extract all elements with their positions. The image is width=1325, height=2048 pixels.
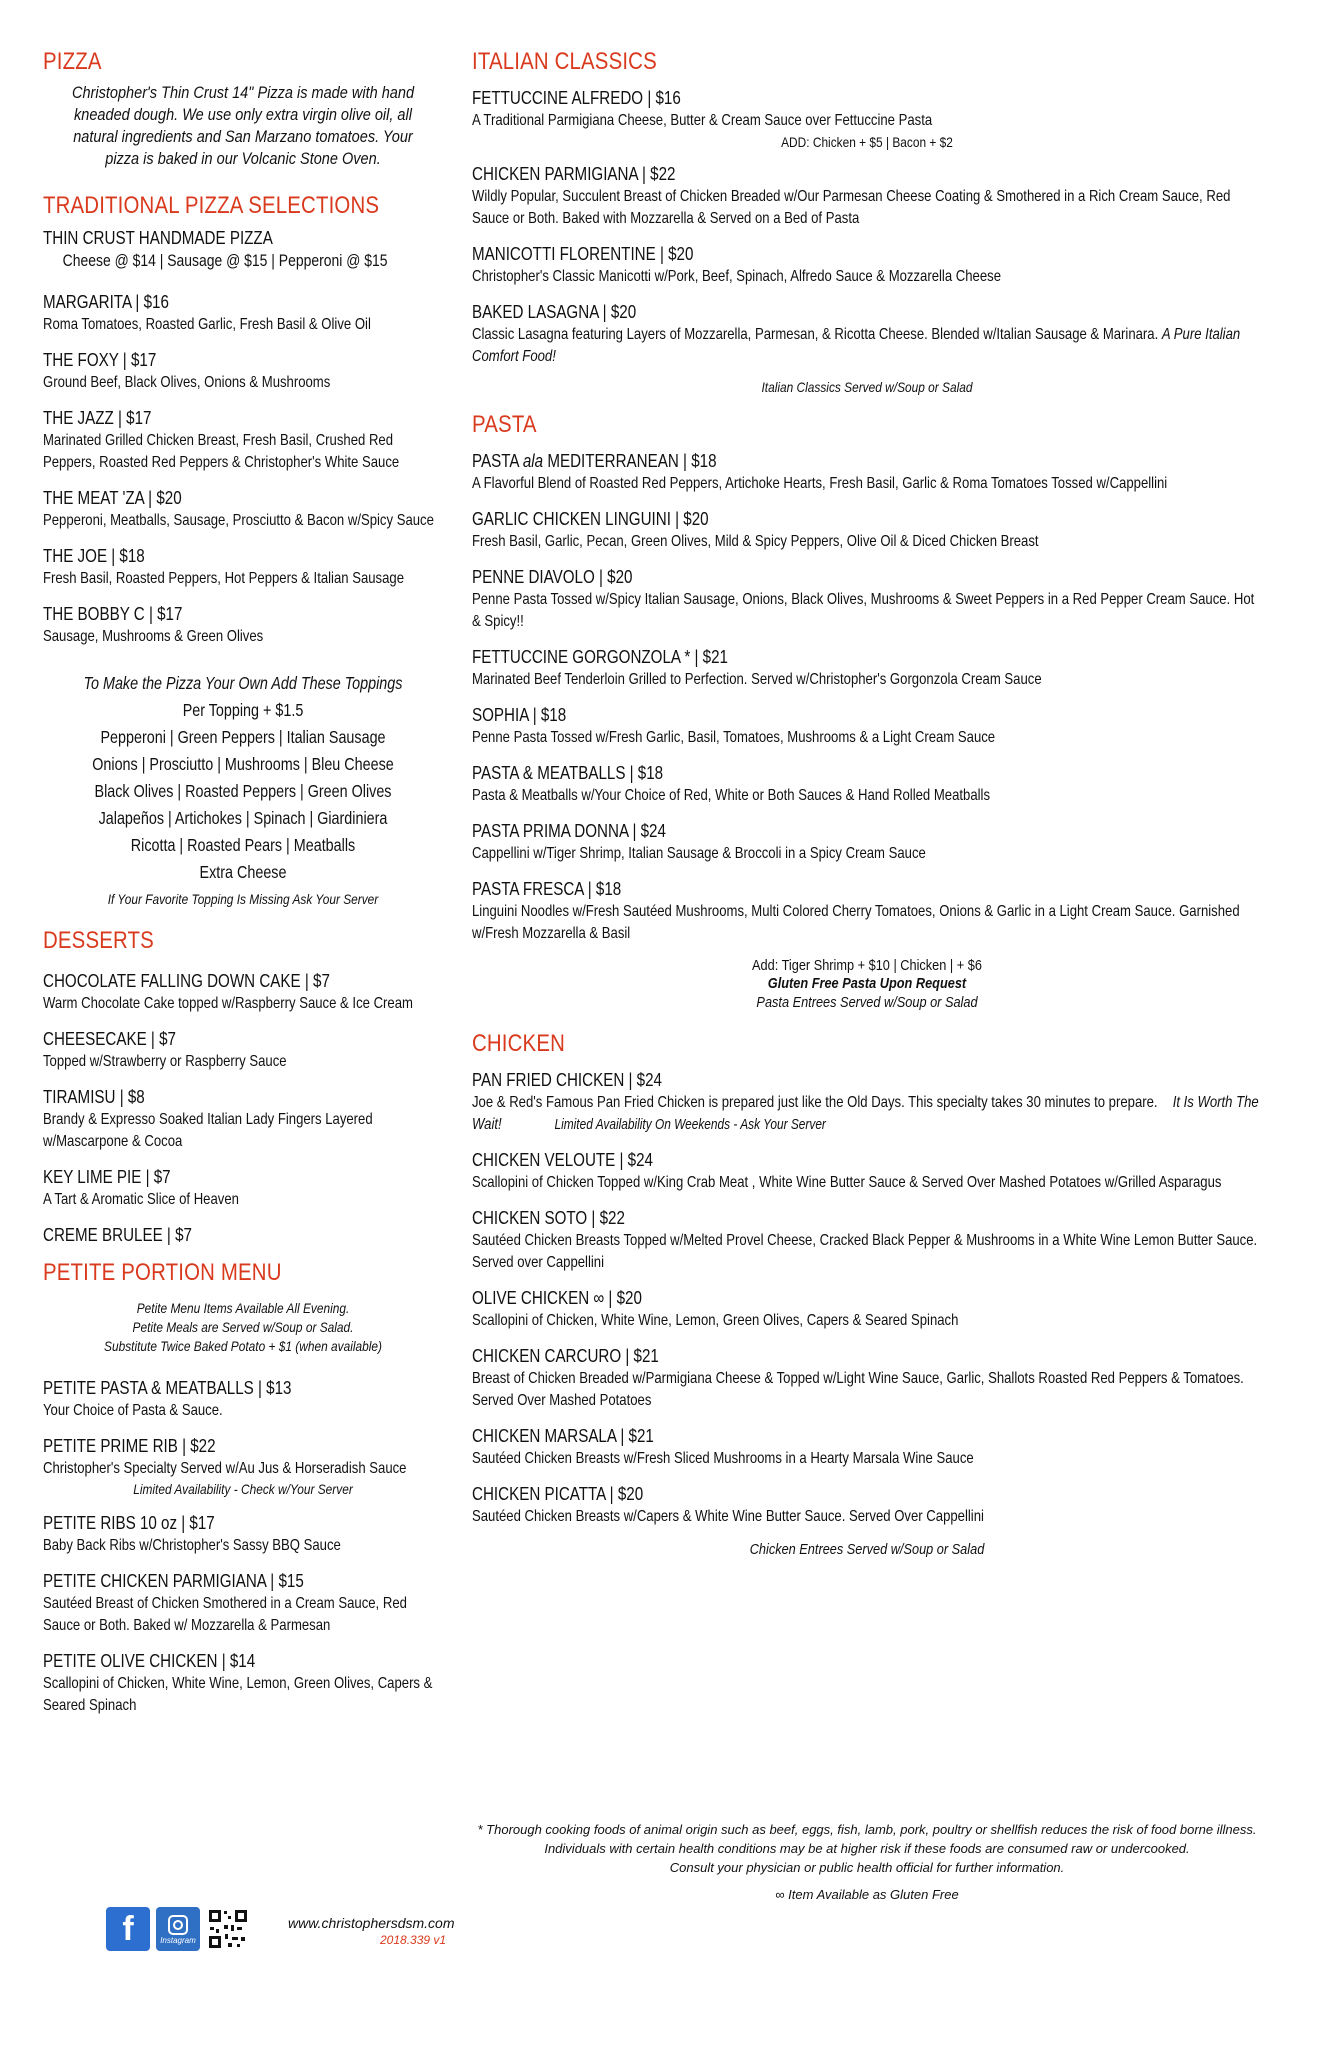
item-desc: Penne Pasta Tossed w/Spicy Italian Sausage, Onions, Black Olives, Mushrooms & Sweet Peppers in a Red Pepper Cream Sauce. Hot & Spicy!! bbox=[472, 591, 1255, 630]
menu-item bbox=[43, 1649, 443, 1717]
pasta-footer: Pasta Entrees Served w/Soup or Salad bbox=[756, 994, 978, 1011]
item-title: BAKED LASAGNA | $20 bbox=[472, 301, 637, 322]
item-desc: Sautéed Chicken Breasts w/Capers & White Wine Butter Sauce. Served Over Cappellini bbox=[472, 1508, 984, 1525]
menu-item bbox=[472, 242, 1262, 288]
item-desc-text: Joe & Red's Famous Pan Fried Chicken is prepared just like the Old Days. This specialty takes 30 minutes to prepare. bbox=[472, 1094, 1158, 1111]
item-desc: Fresh Basil, Garlic, Pecan, Green Olives, Mild & Spicy Peppers, Olive Oil & Diced Chicken Breast bbox=[472, 533, 1039, 550]
left-column bbox=[43, 48, 443, 1729]
item-title: FETTUCCINE GORGONZOLA * | $21 bbox=[472, 646, 728, 667]
item-title-part: ala bbox=[522, 450, 544, 471]
pasta-add: Add: Tiger Shrimp + $10 | Chicken | + $6 bbox=[752, 957, 982, 974]
menu-item bbox=[472, 1482, 1262, 1528]
item-title: SOPHIA | $18 bbox=[472, 704, 567, 725]
camera-icon bbox=[167, 1914, 189, 1936]
item-desc: A Flavorful Blend of Roasted Red Peppers, Artichoke Hearts, Fresh Basil, Garlic & Roma Tomatoes Tossed w/Cappellini bbox=[472, 475, 1168, 492]
item-desc: Scallopini of Chicken, White Wine, Lemon, Green Olives, Capers & Seared Spinach bbox=[472, 1312, 959, 1329]
item-desc: Topped w/Strawberry or Raspberry Sauce bbox=[43, 1053, 287, 1070]
item-desc: Marinated Beef Tenderloin Grilled to Perfection. Served w/Christopher's Gorgonzola Cream Sauce bbox=[472, 671, 1042, 688]
item-title: PAN FRIED CHICKEN | $24 bbox=[472, 1069, 662, 1090]
toppings-lead: To Make the Pizza Your Own Add These Toppings bbox=[83, 673, 403, 693]
item-tagline: It Is Worth The Wait! bbox=[472, 1094, 1259, 1133]
menu-item bbox=[43, 544, 443, 590]
menu-item bbox=[472, 565, 1262, 633]
item-title-part: MEDITERRANEAN | $18 bbox=[543, 450, 717, 471]
menu-item bbox=[472, 507, 1262, 553]
item-title: KEY LIME PIE | $7 bbox=[43, 1166, 171, 1187]
menu-item bbox=[472, 449, 1262, 495]
item-title: CHICKEN PICATTA | $20 bbox=[472, 1483, 644, 1504]
item-title: CHICKEN VELOUTE | $24 bbox=[472, 1149, 653, 1170]
menu-item bbox=[472, 1286, 1262, 1332]
item-title: CHOCOLATE FALLING DOWN CAKE | $7 bbox=[43, 970, 330, 991]
item-desc: Sausage, Mushrooms & Green Olives bbox=[43, 628, 264, 645]
pizza-section-title: PIZZA bbox=[43, 48, 102, 75]
menu-item bbox=[43, 602, 443, 648]
menu-item bbox=[43, 1569, 443, 1637]
menu-item bbox=[472, 877, 1262, 945]
menu-item bbox=[472, 761, 1262, 807]
item-title: PASTA FRESCA | $18 bbox=[472, 878, 622, 899]
menu-item bbox=[43, 1223, 443, 1247]
pasta-gluten-free: Gluten Free Pasta Upon Request bbox=[767, 975, 967, 992]
version-label: 2018.339 v1 bbox=[380, 1933, 447, 1947]
petite-note: Substitute Twice Baked Potato + $1 (when available) bbox=[104, 1338, 382, 1354]
item-title: GARLIC CHICKEN LINGUINI | $20 bbox=[472, 508, 709, 529]
website-url[interactable]: www.christophersdsm.com bbox=[288, 1915, 455, 1931]
petite-title: PETITE PORTION MENU bbox=[43, 1259, 282, 1286]
toppings-block bbox=[79, 670, 407, 886]
menu-item bbox=[43, 1027, 443, 1073]
item-title: PETITE PRIME RIB | $22 bbox=[43, 1435, 216, 1456]
thin-crust-prices: Cheese @ $14 | Sausage @ $15 | Pepperoni @ $15 bbox=[62, 251, 388, 270]
item-desc: Sautéed Chicken Breasts w/Fresh Sliced Mushrooms in a Hearty Marsala Wine Sauce bbox=[472, 1450, 974, 1467]
item-desc: Christopher's Specialty Served w/Au Jus & Horseradish Sauce bbox=[43, 1460, 407, 1477]
item-desc: A Tart & Aromatic Slice of Heaven bbox=[43, 1191, 239, 1208]
facebook-glyph: f bbox=[122, 1909, 134, 1948]
instagram-icon[interactable] bbox=[156, 1907, 200, 1951]
item-title: PASTA PRIMA DONNA | $24 bbox=[472, 820, 666, 841]
right-column bbox=[472, 48, 1262, 1559]
menu-item bbox=[43, 1511, 443, 1557]
item-desc: Breast of Chicken Breaded w/Parmigiana Cheese & Topped w/Light Wine Sauce, Garlic, Shallots Roasted Red Peppers & Tomatoes. Served Over Mashed Potatoes bbox=[472, 1370, 1244, 1409]
fine-print-line: Consult your physician or public health official for further information. bbox=[669, 1860, 1065, 1875]
toppings-line: Jalapeños | Artichokes | Spinach | Giardiniera bbox=[98, 808, 388, 828]
item-title: CHICKEN PARMIGIANA | $22 bbox=[472, 163, 676, 184]
menu-item bbox=[472, 1148, 1262, 1194]
item-title: OLIVE CHICKEN ∞ | $20 bbox=[472, 1287, 642, 1308]
item-title: CHICKEN CARCURO | $21 bbox=[472, 1345, 659, 1366]
gluten-free-note: ∞ Item Available as Gluten Free bbox=[775, 1887, 959, 1902]
item-title: PASTA & MEATBALLS | $18 bbox=[472, 762, 664, 783]
item-title: THE FOXY | $17 bbox=[43, 349, 157, 370]
item-desc: Scallopini of Chicken, White Wine, Lemon, Green Olives, Capers & Seared Spinach bbox=[43, 1675, 433, 1714]
italian-classics-title: ITALIAN CLASSICS bbox=[472, 48, 657, 75]
item-desc: Brandy & Expresso Soaked Italian Lady Fingers Layered w/Mascarpone & Cocoa bbox=[43, 1111, 373, 1150]
item-title: PETITE RIBS 10 oz | $17 bbox=[43, 1512, 215, 1533]
item-title: THE BOBBY C | $17 bbox=[43, 603, 183, 624]
menu-item bbox=[472, 645, 1262, 691]
item-title: MARGARITA | $16 bbox=[43, 291, 169, 312]
toppings-line: Black Olives | Roasted Peppers | Green Olives bbox=[94, 781, 392, 801]
toppings-line: Per Topping + $1.5 bbox=[182, 700, 304, 720]
menu-item bbox=[472, 1068, 1262, 1136]
menu-item bbox=[43, 486, 443, 532]
item-title: MANICOTTI FLORENTINE | $20 bbox=[472, 243, 694, 264]
item-title: CREME BRULEE | $7 bbox=[43, 1224, 192, 1245]
petite-note: Petite Menu Items Available All Evening. bbox=[136, 1300, 350, 1316]
chicken-footer: Chicken Entrees Served w/Soup or Salad bbox=[749, 1541, 985, 1558]
menu-item bbox=[43, 1085, 443, 1153]
item-desc: Marinated Grilled Chicken Breast, Fresh Basil, Crushed Red Peppers, Roasted Red Peppers & Christopher's White Sauce bbox=[43, 432, 400, 471]
toppings-line: Pepperoni | Green Peppers | Italian Sausage bbox=[100, 727, 386, 747]
desserts-title: DESSERTS bbox=[43, 927, 154, 954]
item-desc: Penne Pasta Tossed w/Fresh Garlic, Basil, Tomatoes, Mushrooms & a Light Cream Sauce bbox=[472, 729, 996, 746]
menu-item bbox=[43, 1434, 443, 1499]
petite-note: Petite Meals are Served w/Soup or Salad. bbox=[132, 1319, 354, 1335]
item-title: PETITE PASTA & MEATBALLS | $13 bbox=[43, 1377, 292, 1398]
pasta-title: PASTA bbox=[472, 411, 537, 438]
item-title: THE MEAT 'ZA | $20 bbox=[43, 487, 182, 508]
toppings-line: Ricotta | Roasted Pears | Meatballs bbox=[130, 835, 356, 855]
item-title: PETITE CHICKEN PARMIGIANA | $15 bbox=[43, 1570, 304, 1591]
item-desc: Ground Beef, Black Olives, Onions & Mushrooms bbox=[43, 374, 331, 391]
item-desc: Cappellini w/Tiger Shrimp, Italian Sausage & Broccoli in a Spicy Cream Sauce bbox=[472, 845, 926, 862]
item-title: PENNE DIAVOLO | $20 bbox=[472, 566, 633, 587]
item-limited-note: Limited Availability On Weekends - Ask Your Server bbox=[554, 1117, 826, 1133]
item-desc: Sautéed Chicken Breasts Topped w/Melted Provel Cheese, Cracked Black Pepper & Mushrooms in a White Wine Lemon Butter Sauce. Served over Cappellini bbox=[472, 1232, 1258, 1271]
item-desc bbox=[472, 1092, 1262, 1136]
thin-crust-title: THIN CRUST HANDMADE PIZZA bbox=[43, 227, 273, 248]
item-title: CHICKEN SOTO | $22 bbox=[472, 1207, 625, 1228]
chicken-title: CHICKEN bbox=[472, 1030, 566, 1057]
menu-item bbox=[472, 1206, 1262, 1274]
item-desc-text: Classic Lasagna featuring Layers of Mozzarella, Parmesan, & Ricotta Cheese. Blended w/Italian Sausage & Marinara. bbox=[472, 326, 1159, 343]
menu-item bbox=[472, 162, 1262, 230]
toppings-line: Extra Cheese bbox=[199, 862, 287, 882]
item-add: ADD: Chicken + $5 | Bacon + $2 bbox=[781, 134, 953, 150]
item-desc: Fresh Basil, Roasted Peppers, Hot Peppers & Italian Sausage bbox=[43, 570, 405, 587]
item-title-part: PASTA bbox=[472, 450, 523, 471]
item-title: CHICKEN MARSALA | $21 bbox=[472, 1425, 654, 1446]
classics-footer: Italian Classics Served w/Soup or Salad bbox=[761, 379, 973, 395]
menu-item bbox=[472, 1344, 1262, 1412]
instagram-label: Instagram bbox=[160, 1935, 196, 1945]
menu-item bbox=[43, 1376, 443, 1422]
menu-item bbox=[472, 86, 1262, 150]
item-desc: Roma Tomatoes, Roasted Garlic, Fresh Basil & Olive Oil bbox=[43, 316, 371, 333]
item-desc: Your Choice of Pasta & Sauce. bbox=[43, 1402, 223, 1419]
item-title: THE JOE | $18 bbox=[43, 545, 145, 566]
item-desc: Christopher's Classic Manicotti w/Pork, Beef, Spinach, Alfredo Sauce & Mozzarella Cheese bbox=[472, 268, 1002, 285]
item-title: CHEESECAKE | $7 bbox=[43, 1028, 176, 1049]
menu-item bbox=[472, 819, 1262, 865]
item-desc: Linguini Noodles w/Fresh Sautéed Mushrooms, Multi Colored Cherry Tomatoes, Onions & Garlic in a Light Cream Sauce. Garnished w/Fresh Mozzarella & Basil bbox=[472, 903, 1240, 942]
item-title: THE JAZZ | $17 bbox=[43, 407, 152, 428]
item-desc: Baby Back Ribs w/Christopher's Sassy BBQ Sauce bbox=[43, 1537, 341, 1554]
menu-item bbox=[43, 1165, 443, 1211]
item-title: FETTUCCINE ALFREDO | $16 bbox=[472, 87, 681, 108]
menu-item bbox=[472, 703, 1262, 749]
toppings-note: If Your Favorite Topping Is Missing Ask Your Server bbox=[107, 891, 379, 907]
fine-print bbox=[472, 1820, 1262, 1904]
traditional-pizza-title: TRADITIONAL PIZZA SELECTIONS bbox=[43, 192, 380, 219]
item-desc: Sautéed Breast of Chicken Smothered in a Cream Sauce, Red Sauce or Both. Baked w/ Mozzarella & Parmesan bbox=[43, 1595, 407, 1634]
facebook-icon[interactable] bbox=[106, 1907, 150, 1951]
fine-print-line: * Thorough cooking foods of animal origin such as beef, eggs, fish, lamb, pork, poultry or shellfish reduces the risk of food borne illness. bbox=[477, 1822, 1257, 1837]
item-note: Limited Availability - Check w/Your Server bbox=[133, 1481, 353, 1497]
item-tagline: A Pure Italian Comfort Food! bbox=[472, 326, 1241, 365]
menu-item bbox=[43, 290, 443, 336]
toppings-line: Onions | Prosciutto | Mushrooms | Bleu Cheese bbox=[92, 754, 394, 774]
qr-code-graphic bbox=[206, 1907, 250, 1951]
item-title bbox=[472, 449, 1120, 473]
social-icons bbox=[106, 1907, 250, 1951]
item-desc: Warm Chocolate Cake topped w/Raspberry Sauce & Ice Cream bbox=[43, 995, 413, 1012]
item-desc bbox=[472, 324, 1262, 368]
item-desc: Wildly Popular, Succulent Breast of Chicken Breaded w/Our Parmesan Cheese Coating & Smothered in a Rich Cream Sauce, Red Sauce or Both. Baked with Mozzarella & Served on a Bed of Pasta bbox=[472, 188, 1231, 227]
menu-item bbox=[43, 969, 443, 1015]
menu-item bbox=[472, 300, 1262, 368]
item-title: PETITE OLIVE CHICKEN | $14 bbox=[43, 1650, 256, 1671]
qr-code-icon[interactable] bbox=[206, 1907, 250, 1951]
pizza-intro: Christopher's Thin Crust 14" Pizza is made with hand kneaded dough. We use only extra virgin olive oil, all natural ingredients and San Marzano tomatoes. Your pizza is baked in our Volcanic Stone Oven. bbox=[71, 84, 415, 168]
menu-item bbox=[472, 1424, 1262, 1470]
menu-item bbox=[43, 348, 443, 394]
item-desc: A Traditional Parmigiana Cheese, Butter & Cream Sauce over Fettuccine Pasta bbox=[472, 112, 933, 129]
item-desc: Scallopini of Chicken Topped w/King Crab Meat , White Wine Butter Sauce & Served Over Mashed Potatoes w/Grilled Asparagus bbox=[472, 1174, 1222, 1191]
menu-item bbox=[43, 406, 443, 474]
item-title: TIRAMISU | $8 bbox=[43, 1086, 145, 1107]
fine-print-line: Individuals with certain health conditions may be at higher risk if these foods are consumed raw or undercooked. bbox=[544, 1841, 1190, 1856]
item-desc: Pepperoni, Meatballs, Sausage, Prosciutto & Bacon w/Spicy Sauce bbox=[43, 512, 434, 529]
item-desc: Pasta & Meatballs w/Your Choice of Red, White or Both Sauces & Hand Rolled Meatballs bbox=[472, 787, 991, 804]
